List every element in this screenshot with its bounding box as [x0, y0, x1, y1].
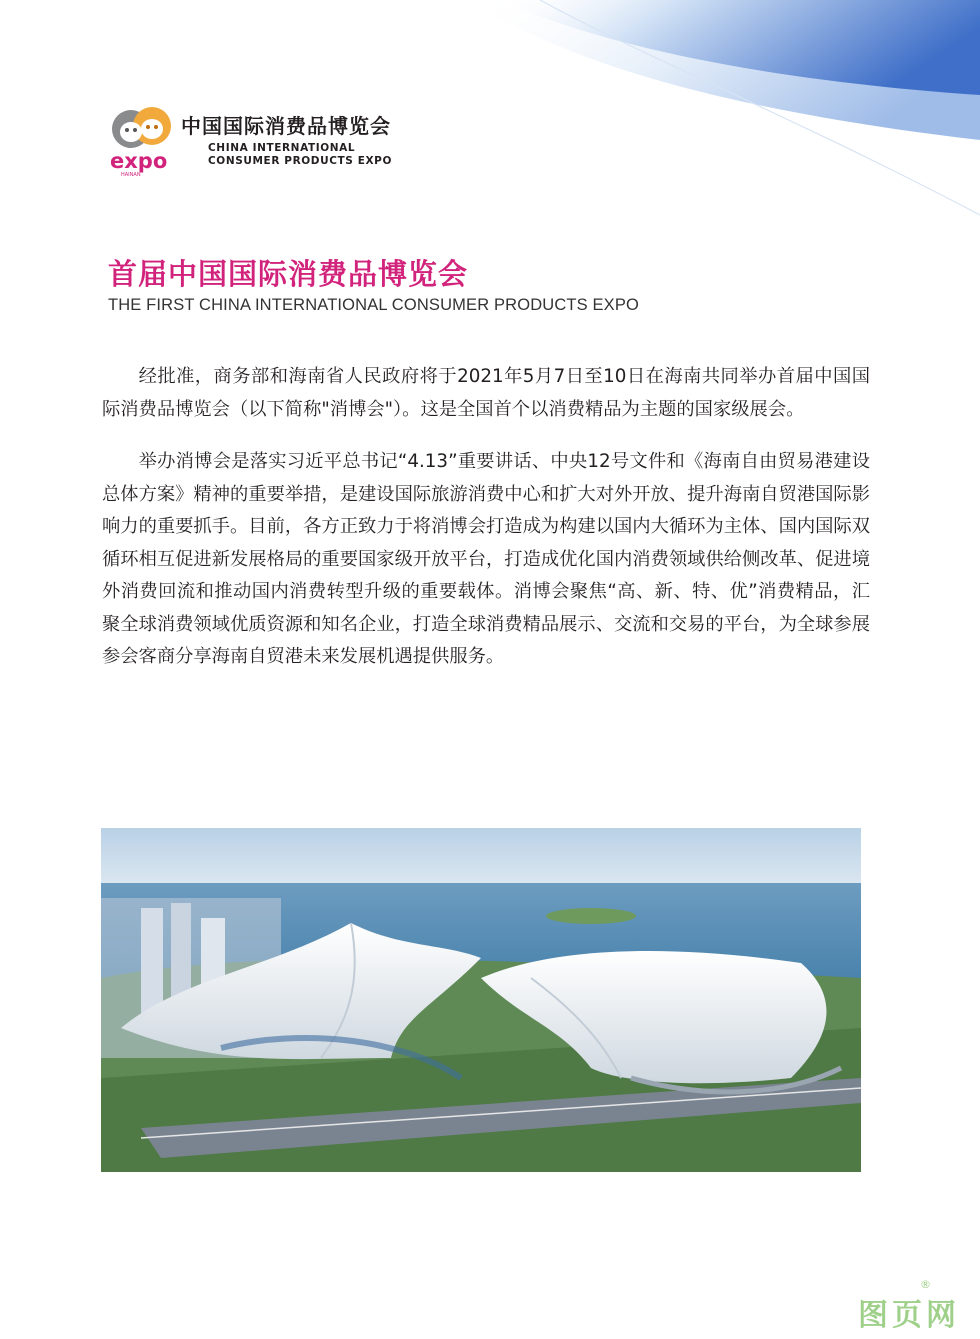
expo-venue-aerial-image	[101, 828, 861, 1172]
expo-name-cn: 中国国际消费品博览会	[181, 114, 391, 138]
page-title-cn: 首届中国国际消费品博览会	[108, 257, 469, 291]
hainan-wordmark: HAINAN	[121, 172, 141, 178]
page-title-en: THE FIRST CHINA INTERNATIONAL CONSUMER PRODUCTS EXPO	[108, 296, 639, 314]
site-watermark: 图页网	[858, 1298, 960, 1333]
intro-text	[102, 361, 870, 694]
expo-name-en-line1: CHINA INTERNATIONAL	[208, 142, 356, 154]
expo-name-en-line2: CONSUMER PRODUCTS EXPO	[208, 155, 392, 167]
expo-wordmark-letter-e: expo	[110, 149, 168, 173]
paragraph-2: 举办消博会是落实习近平总书记“4.13”重要讲话、中央12号文件和《海南自由贸易港建设总体方案》精神的重要举措，是建设国际旅游消费中心和扩大对外开放、提升海南自贸港国际影响力的重要抓手。目前，各方正致力于将消博会打造成为构建以国内大循环为主体、国内国际双循环相互促进新发展格局的重要国家级开放平台，打造成优化国内消费领域供给侧改革、促进境外消费回流和推动国内消费转型升级的重要载体。消博会聚焦“高、新、特、优”消费精品，汇聚全球消费领域优质资源和知名企业，打造全球消费精品展示、交流和交易的平台，为全球参展参会客商分享海南自贸港未来发展机遇提供服务。	[102, 451, 870, 667]
registered-mark: ®	[920, 1278, 931, 1291]
paragraph-1: 经批准，商务部和海南省人民政府将于2021年5月7日至10日在海南共同举办首届中国国际消费品博览会（以下简称"消博会"）。这是全国首个以消费精品为主题的国家级展会。	[102, 366, 870, 420]
expo-logo	[108, 104, 408, 184]
expo-monkey-emblem	[108, 104, 178, 178]
